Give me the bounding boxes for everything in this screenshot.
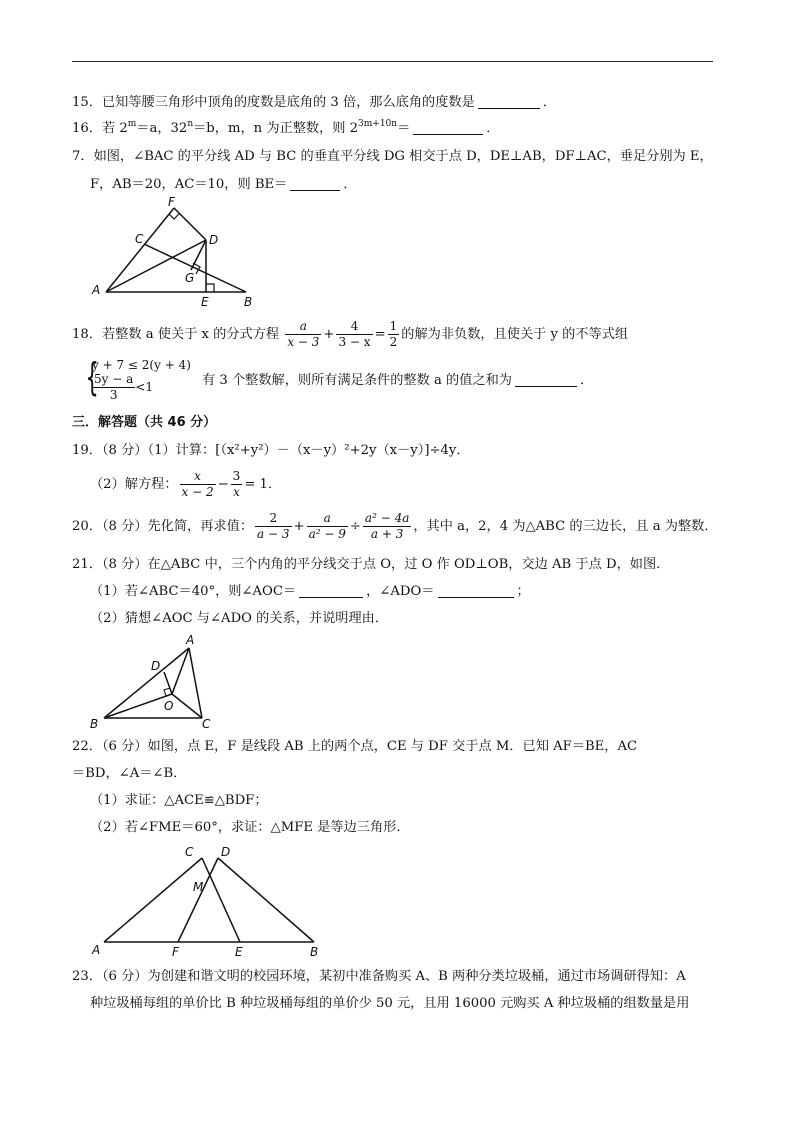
question-text: （6 分）为创建和谐文明的校园环境，某初中准备购买 A、B 两种分类垃圾桶，通过市场调研得知：A: [101, 969, 686, 984]
equation-rhs: = 1: [244, 477, 268, 492]
label-G: G: [185, 271, 195, 285]
punct: ．: [486, 121, 500, 136]
question-19-part2: [90, 466, 281, 504]
answer-blank-aoc: [299, 583, 363, 598]
segment-OD: [164, 672, 172, 694]
right-angle-F: [169, 214, 179, 219]
question-number: 7．: [72, 149, 94, 164]
question-text: （1）若∠ABC＝40°，则∠AOC＝: [90, 584, 297, 599]
numerator: 2: [255, 511, 291, 527]
question-number: 19．: [72, 443, 102, 458]
denominator: a − 3: [257, 527, 290, 541]
punct: ．: [267, 477, 282, 492]
numerator: x: [180, 469, 216, 485]
question-number: 15．: [72, 95, 102, 110]
question-22-line2: [72, 765, 186, 783]
question-15: [72, 94, 556, 112]
text: ＝: [397, 121, 411, 136]
question-21-part2: [90, 610, 388, 628]
operator: =: [374, 327, 386, 342]
question-22-part2: [90, 819, 410, 837]
figure-22: [88, 842, 338, 960]
denominator: 2: [389, 335, 398, 349]
question-number: 20．: [72, 519, 102, 534]
question-text: （1）求证：△ACE≌△BDF；: [90, 793, 268, 808]
numerator: 4: [336, 319, 372, 335]
figure-17: [86, 196, 266, 311]
segment-AC: [189, 648, 202, 718]
question-18-line1: [72, 318, 628, 352]
segment-FD: [174, 208, 206, 240]
numerator: a: [285, 319, 321, 335]
system-brace: {: [85, 355, 99, 399]
answer-blank: [290, 176, 340, 191]
question-text: F，AB＝20，AC＝10，则 BE＝: [90, 177, 288, 192]
question-text: ，其中 a，2，4 为△ABC 的三边长，且 a 为整数．: [413, 519, 718, 534]
answer-blank-ado: [438, 583, 514, 598]
label-B: B: [90, 717, 99, 731]
question-23-line1: [72, 968, 686, 986]
punct: ；: [516, 584, 530, 599]
denominator: a² − 9: [308, 527, 346, 541]
question-22-line1: [72, 738, 637, 756]
question-text: 已知等腰三角形中顶角的度数是底角的 3 倍，那么底角的度数是: [101, 95, 475, 110]
denominator: x − 3: [287, 335, 320, 349]
label-C: C: [202, 717, 211, 731]
fraction: [255, 511, 291, 542]
question-22-part1: [90, 792, 268, 810]
question-number: 23．: [72, 969, 102, 984]
question-text: 的解为非负数，且使关于 y 的不等式组: [401, 327, 629, 342]
label-A: A: [92, 943, 101, 957]
question-text: 种垃圾桶每组的单价比 B 种垃圾桶每组的单价少 50 元，且用 16000 元购买 A 种垃圾桶的组数量是用: [90, 996, 690, 1011]
label-B: B: [244, 295, 253, 309]
label-C: C: [135, 232, 144, 246]
question-text: （8 分）在△ABC 中，三个内角的平分线交于点 O，过 O 作 OD⊥OB，交边 AB 于点 D，如图．: [101, 557, 670, 572]
question-text: （6 分）如图，点 E，F 是线段 AB 上的两个点，CE 与 DF 交于点 M．已知 AF＝BE，AC: [101, 739, 638, 754]
answer-blank: [478, 94, 540, 109]
numerator: a² − 4a: [364, 511, 410, 525]
exponent: n: [187, 119, 194, 129]
question-text: （2）若∠FME＝60°，求证：△MFE 是等边三角形．: [90, 820, 410, 835]
question-16: [72, 120, 499, 138]
label-E: E: [201, 295, 209, 309]
label-D: D: [151, 659, 161, 673]
operator: +: [293, 519, 305, 534]
label-M: M: [193, 880, 204, 894]
label-O: O: [164, 699, 174, 713]
fraction: [180, 469, 216, 500]
question-number: 16．: [72, 121, 102, 136]
numerator: 1: [389, 319, 398, 333]
label-F: F: [172, 945, 179, 959]
numerator: 3: [232, 469, 241, 483]
segment-BO: [104, 694, 172, 718]
inequality-2: [92, 372, 153, 403]
denominator: x − 2: [181, 485, 214, 499]
answer-blank: [413, 120, 483, 135]
label-C: C: [185, 845, 194, 859]
question-21-line1: [72, 556, 669, 574]
section-heading: 三．解答题（共 46 分）: [72, 415, 217, 430]
label-F: F: [168, 196, 175, 209]
denominator: a + 3: [370, 527, 404, 541]
inequality-1: [92, 358, 191, 373]
question-text: 有 3 个整数解，则所有满足条件的整数 a 的值之和为: [202, 373, 512, 388]
label-D: D: [221, 845, 231, 859]
fraction: [231, 469, 243, 500]
question-18-line2: [202, 372, 593, 390]
question-20: [72, 508, 718, 546]
text: 若 2: [101, 121, 128, 136]
label-D: D: [209, 233, 219, 247]
segment-BD: [218, 858, 314, 942]
question-text: （2）猜想∠AOC 与∠ADO 的关系，并说明理由．: [90, 611, 389, 626]
header-rule: [72, 61, 713, 62]
fraction: [307, 511, 348, 542]
segment-CB: [144, 244, 246, 292]
segment-AC: [104, 858, 202, 942]
question-text: 如图，∠BAC 的平分线 AD 与 BC 的垂直平分线 DG 相交于点 D，DE⊥AB，DF⊥AC，垂足分别为 E，: [93, 149, 713, 164]
question-number: 22．: [72, 739, 102, 754]
text: ＝a，32: [136, 121, 188, 136]
question-text: （2）解方程：: [90, 477, 178, 492]
question-number: 21．: [72, 557, 102, 572]
text: ＝b，m，n 为正整数，则 2: [193, 121, 359, 136]
numerator: a: [307, 511, 348, 527]
operator: +: [323, 327, 335, 342]
fraction: [388, 319, 400, 350]
operator: ÷: [349, 519, 361, 534]
question-21-part1: [90, 583, 530, 601]
punct: ．: [579, 373, 594, 388]
fraction: [336, 319, 372, 350]
inequality-rhs: <1: [135, 380, 153, 394]
question-text: （8 分）（1）计算：[（x²+y²）－（x－y）²+2y（x－y）]÷4y．: [101, 443, 470, 458]
question-23-line2: [90, 995, 689, 1013]
answer-blank: [515, 372, 577, 387]
segment-CE: [202, 858, 240, 942]
denominator: 3: [109, 388, 118, 402]
denominator: 3 − x: [338, 335, 371, 349]
label-A: A: [92, 283, 101, 297]
fraction: [92, 372, 135, 403]
question-19-line1: [72, 442, 470, 460]
question-text: ＝BD，∠A＝∠B．: [72, 766, 187, 781]
question-text: 若整数 a 使关于 x 的分式方程: [101, 327, 280, 342]
question-text: ，∠ADO＝: [366, 584, 435, 599]
segment-DF: [178, 858, 218, 942]
question-17-line1: [72, 148, 713, 166]
question-17-line2: [90, 176, 357, 194]
right-angle-E: [206, 284, 214, 292]
inequality-text: y + 7 ≤ 2(y + 4): [92, 358, 191, 372]
label-B: B: [310, 945, 319, 959]
question-number: 18．: [72, 327, 102, 342]
exponent: m: [127, 119, 137, 129]
figure-21: [84, 632, 224, 732]
operator: −: [217, 477, 229, 492]
numerator: 5y − a: [94, 372, 134, 386]
denominator: x: [233, 485, 240, 499]
label-A: A: [186, 633, 195, 647]
punct: ．: [343, 177, 357, 192]
label-E: E: [235, 945, 243, 959]
question-text: （8 分）先化简，再求值：: [101, 519, 254, 534]
fraction: [363, 511, 411, 542]
exponent: 3m+10n: [358, 119, 398, 129]
segment-AF: [106, 208, 174, 292]
punct: ．: [542, 95, 556, 110]
fraction: [285, 319, 321, 350]
